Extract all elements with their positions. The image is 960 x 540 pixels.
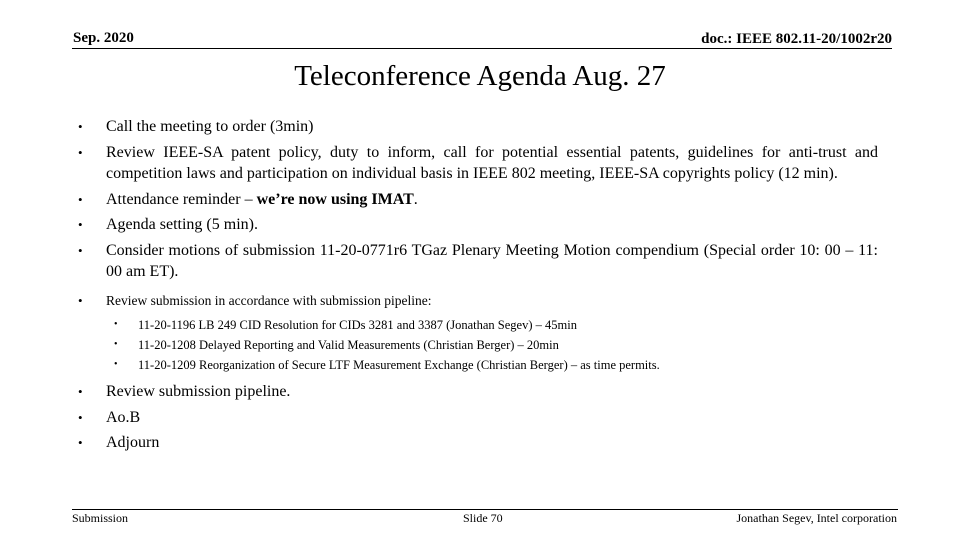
agenda-item xyxy=(78,240,878,283)
footer-divider xyxy=(72,509,898,510)
agenda-item xyxy=(78,432,878,454)
agenda-item-text: Ao.B xyxy=(106,408,141,426)
sub-item-text: 11-20-1208 Delayed Reporting and Valid Measurements (Christian Berger) – 20min xyxy=(138,338,559,352)
bullet-icon: • xyxy=(78,217,83,232)
footer-author: Jonathan Segev, Intel corporation xyxy=(736,511,897,525)
bullet-icon: • xyxy=(114,359,118,370)
bullet-icon: • xyxy=(114,339,118,350)
review-label: Review submission in accordance with submission pipeline: xyxy=(106,292,432,308)
sub-item xyxy=(78,355,878,375)
header-doc-id: doc.: IEEE 802.11-20/1002r20 xyxy=(701,31,892,47)
sub-item-text: 11-20-1209 Reorganization of Secure LTF Measurement Exchange (Christian Berger) – as time permits. xyxy=(138,358,660,372)
agenda-item-text: Review submission pipeline. xyxy=(106,383,291,400)
agenda-item xyxy=(78,381,878,403)
bullet-icon: • xyxy=(78,409,83,425)
slide-title: Teleconference Agenda Aug. 27 xyxy=(294,60,666,92)
sub-item xyxy=(78,335,878,355)
attendance-emphasis: we’re now using IMAT xyxy=(256,190,414,208)
agenda-item-text: Adjourn xyxy=(106,434,160,451)
agenda-item xyxy=(78,116,878,138)
agenda-item xyxy=(78,407,878,429)
bullet-icon: • xyxy=(78,435,83,450)
bullet-icon: • xyxy=(78,191,83,207)
sub-item xyxy=(78,315,878,335)
header-divider xyxy=(72,48,892,49)
bullet-icon: • xyxy=(78,292,83,308)
bullet-icon: • xyxy=(78,119,83,134)
header-date: Sep. 2020 xyxy=(73,30,134,46)
footer-slide-number: Slide 70 xyxy=(463,511,503,525)
attendance-tail: . xyxy=(413,190,418,208)
agenda-item-review xyxy=(78,290,878,312)
agenda-item xyxy=(78,142,878,185)
agenda-item-text: Attendance reminder – xyxy=(106,190,257,208)
bullet-icon: • xyxy=(78,144,83,160)
agenda-item-text: Call the meeting to order (3min) xyxy=(106,118,314,135)
agenda-item-text: Consider motions of submission 11-20-0771r6 TGaz Plenary Meeting Motion compendium (Special order 10: 00 – 11: 00 am ET). xyxy=(106,241,878,280)
agenda-body xyxy=(78,116,878,458)
bullet-icon: • xyxy=(78,242,83,258)
agenda-item xyxy=(78,189,878,211)
agenda-item-text: Agenda setting (5 min). xyxy=(106,216,258,233)
bullet-icon: • xyxy=(114,319,118,330)
sub-item-text: 11-20-1196 LB 249 CID Resolution for CIDs 3281 and 3387 (Jonathan Segev) – 45min xyxy=(138,318,577,332)
agenda-item xyxy=(78,214,878,236)
footer-submission: Submission xyxy=(72,511,129,525)
bullet-icon: • xyxy=(78,384,83,399)
agenda-item-text: Review IEEE-SA patent policy, duty to inform, call for potential essential patents, guidelines for anti-trust and competition laws and participation on individual basis in IEEE 802 meeting, IEEE-SA copyrights policy (12 min). xyxy=(106,143,878,182)
